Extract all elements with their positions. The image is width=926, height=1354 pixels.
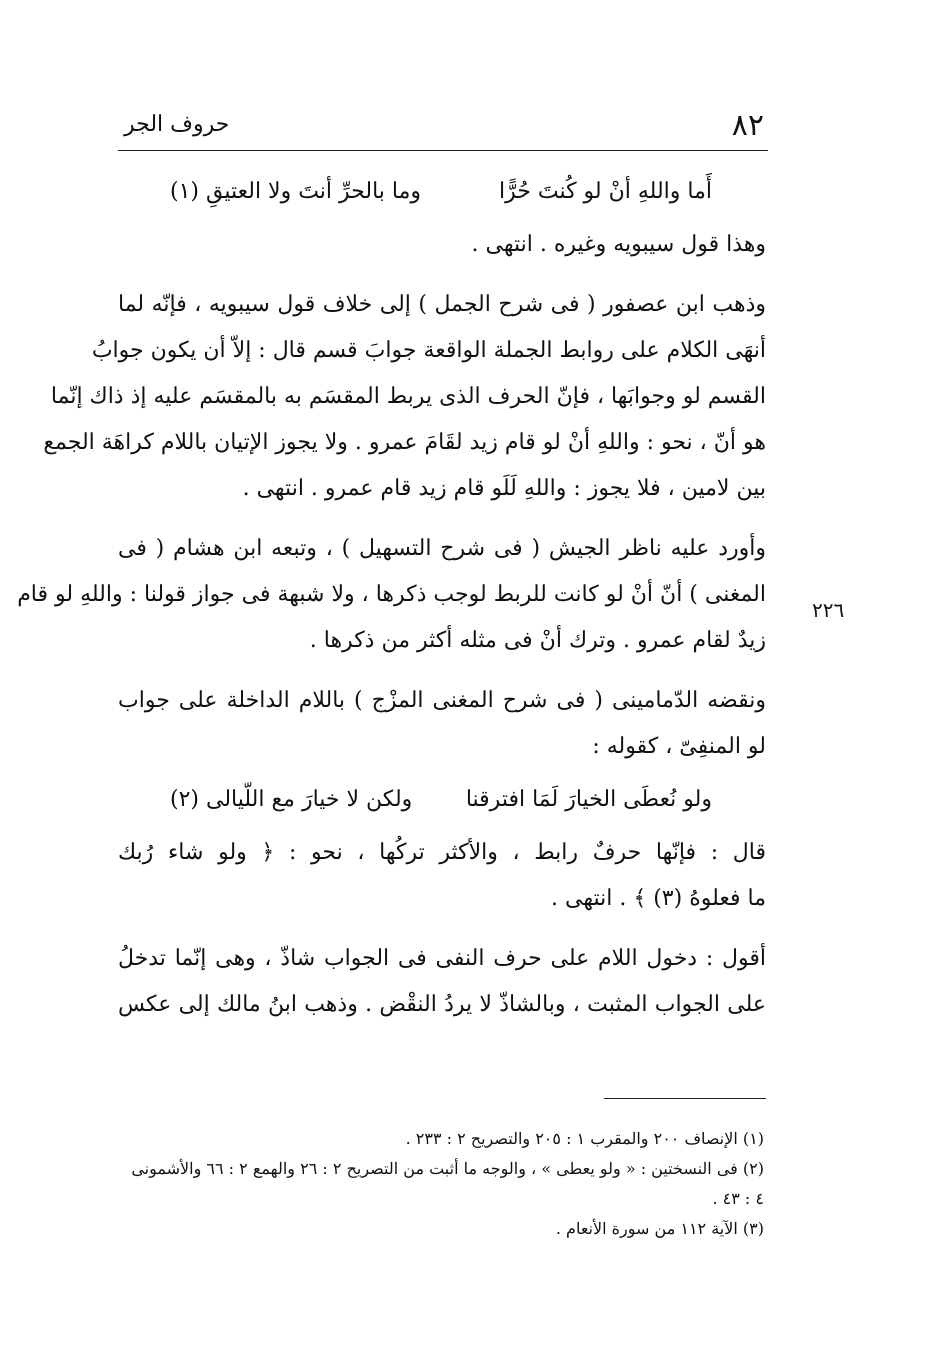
text-line: القسم لو وجوابَها ، فإنّ الحرف الذى يربط المقسَم به بالمقسَم عليه إذ ذاك إنّما [50,384,766,409]
text-line: ما فعلوهُ (٣) ﴾ . انتهى . [551,886,766,911]
text-line: وذهب ابن عصفور ( فى شرح الجمل ) إلى خلاف قول سيبويه ، فإنّه لما [118,292,766,317]
text-line: وأورد عليه ناظر الجيش ( فى شرح التسهيل ) ، وتبعه ابن هشام ( فى [118,536,766,561]
text-line: ونقضه الدّمامينى ( فى شرح المغنى المزْج ) باللام الداخلة على جواب [118,688,766,713]
footnote-2-continued: ٤ : ٤٣ . [712,1189,764,1208]
paragraph-6 [118,936,766,1028]
footnote-divider [604,1098,766,1099]
paragraph-4 [118,678,766,770]
text-line: المغنى ) أنّ أنْ لو كانت للربط لوجب ذكرها ، ولا شبهة فى جواز قولنا : واللهِ لو قام [17,582,766,607]
paragraph-5 [118,830,766,922]
footnote-1: (١) الإنصاف ٢٠٠ والمقرب ١ : ٢٠٥ والتصريح ٢ : ٢٣٣ . [405,1129,764,1148]
text-line: على الجواب المثبت ، وبالشاذّ لا يردُ النقْض . وذهب ابنُ مالك إلى عكس [118,992,766,1017]
text-line: زيدٌ لقام عمرو . وترك أنْ فى مثله أكثر من ذكرها . [309,628,766,653]
verse-2 [118,770,766,830]
verse-1-first-hemistich: أَما واللهِ أنْ لو كُنتَ حُرًّا [499,179,712,204]
footnote-2: (٢) فى النسختين : « ولو يعطى » ، والوجه ما أثبت من التصريح ٢ : ٢٦ والهمع ٢ : ٦٦ والأشمونى [131,1159,764,1178]
paragraph-3 [17,526,766,664]
verse-1-second-hemistich: وما بالحرِّ أنتَ ولا العتيقِ (١) [170,179,422,204]
page-number: ٨٢ [731,108,764,143]
text-line: لو المنفِىّ ، كقوله : [592,734,766,759]
footnote-3: (٣) الآية ١١٢ من سورة الأنعام . [555,1219,764,1238]
verse-2-second-hemistich: ولكن لا خيارَ مع اللّيالى (٢) [170,787,413,812]
running-title: حروف الجر [124,112,230,137]
verse-1 [118,162,766,222]
text-line: هو أنّ ، نحو : واللهِ أنْ لو قام زيد لقَامَ عمرو . ولا يجوز الإتيان باللام كراهَة الجمع [43,430,766,455]
text-line: قال : فإنّها حرفٌ رابط ، والأكثر تركُها ، نحو : ﴿ ولو شاء رُبك [118,840,766,865]
paragraph-1 [118,222,766,268]
page-header [118,106,768,151]
verse-2-first-hemistich: ولو نُعطَى الخيارَ لَمَا افترقنا [465,787,712,812]
text-line: أقول : دخول اللام على حرف النفى فى الجواب شاذّ ، وهى إنّما تدخلُ [118,946,766,971]
text-line: أنهَى الكلام على روابط الجملة الواقعة جوابَ قسم قال : إلاّ أن يكون جوابُ [91,338,766,363]
footnotes [114,1124,764,1244]
paragraph-2 [43,282,766,512]
margin-number: ٢٢٦ [812,598,845,622]
main-text [17,162,766,1028]
text-line: بين لامين ، فلا يجوز : واللهِ لَلَو قام زيد قام عمرو . انتهى . [242,476,766,501]
text-line: وهذا قول سيبويه وغيره . انتهى . [471,232,766,257]
